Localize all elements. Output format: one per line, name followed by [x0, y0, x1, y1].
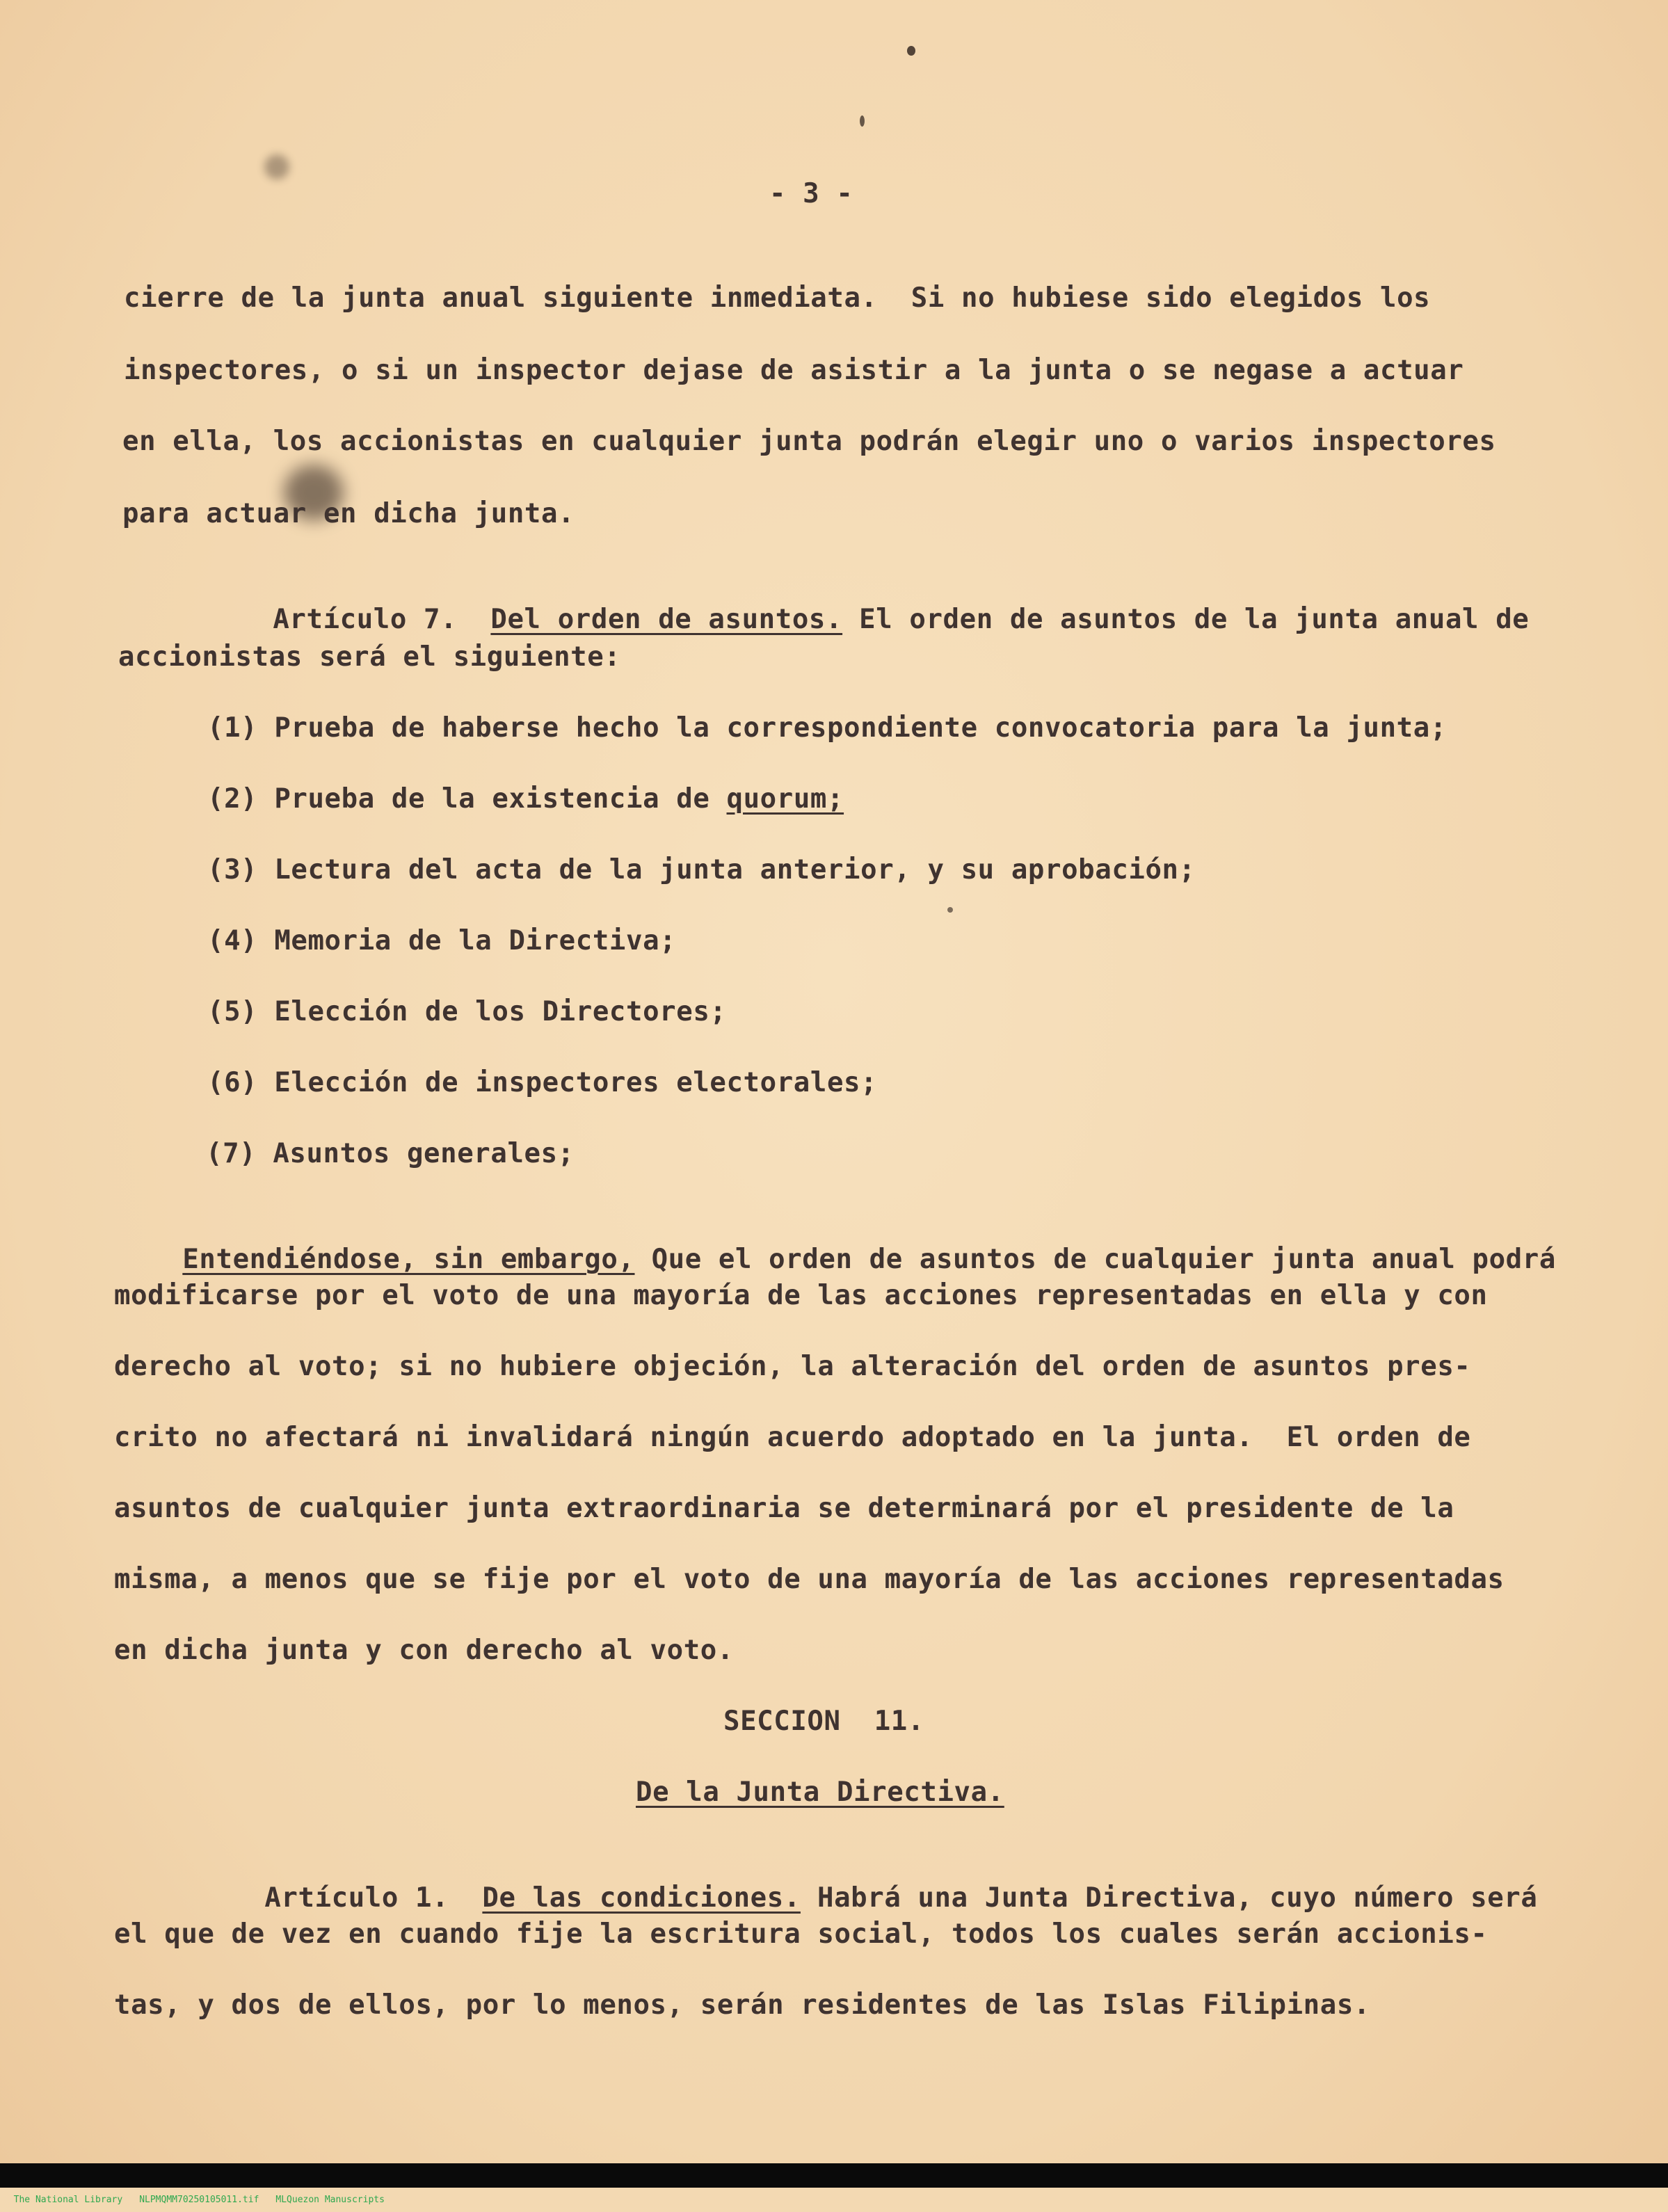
- footer-filename: NLPMQMM70250105011.tif: [139, 2195, 259, 2205]
- list-item: (3) Lectura del acta de la junta anterior, y su aprobación;: [207, 854, 1196, 885]
- footer-library: The National Library: [13, 2195, 123, 2205]
- page-number: - 3 -: [769, 178, 853, 209]
- paragraph-line: accionistas será el siguiente:: [118, 641, 621, 673]
- ink-speck: [907, 46, 915, 56]
- list-item: [207, 782, 844, 817]
- article-7-text: El orden de asuntos de la junta anual de: [842, 604, 1530, 635]
- paragraph-line: el que de vez en cuando fije la escritura social, todos los cuales serán accionis-: [114, 1918, 1488, 1950]
- list-item: (1) Prueba de haberse hecho la correspondiente convocatoria para la junta;: [207, 712, 1447, 744]
- paragraph-line: en dicha junta y con derecho al voto.: [114, 1635, 734, 1666]
- paragraph-line: modificarse por el voto de una mayoría de las acciones representadas en ella y con: [114, 1280, 1488, 1311]
- list-item: (5) Elección de los Directores;: [207, 996, 727, 1027]
- list-item: (7) Asuntos generales;: [206, 1138, 575, 1169]
- article-7-label: Artículo 7.: [273, 604, 458, 635]
- list-item-text: (2) Prueba de la existencia de: [207, 783, 710, 815]
- paragraph-line: en ella, los accionistas en cualquier junta podrán elegir uno o varios inspectores: [122, 426, 1496, 457]
- list-item: (4) Memoria de la Directiva;: [207, 925, 677, 956]
- article-1-title: De las condiciones.: [482, 1882, 801, 1914]
- list-item: (6) Elección de inspectores electorales;: [207, 1067, 878, 1098]
- paragraph-line: inspectores, o si un inspector dejase de asistir a la junta o se negase a actuar: [124, 355, 1464, 386]
- ink-speck: [860, 115, 865, 127]
- article-7-title: Del orden de asuntos.: [490, 604, 843, 635]
- paragraph-line: crito no afectará ni invalidará ningún acuerdo adoptado en la junta. El orden de: [114, 1422, 1471, 1453]
- ink-speck: [947, 907, 953, 913]
- proviso-lead: Entendiéndose, sin embargo,: [182, 1244, 635, 1275]
- paragraph-line: tas, y dos de ellos, por lo menos, serán residentes de las Islas Filipinas.: [114, 1989, 1370, 2021]
- paragraph-line: asuntos de cualquier junta extraordinaria se determinará por el presidente de la: [114, 1493, 1454, 1524]
- proviso-text: Que el orden de asuntos de cualquier junta anual podrá: [634, 1244, 1556, 1275]
- ink-stain: [264, 154, 289, 179]
- section-heading: SECCION 11.: [723, 1706, 924, 1737]
- paragraph-line: derecho al voto; si no hubiere objeción, la alteración del orden de asuntos pres-: [114, 1351, 1471, 1382]
- footer-collection: MLQuezon Manuscripts: [275, 2195, 385, 2205]
- paragraph-line: misma, a menos que se fije por el voto de una mayoría de las acciones representadas: [114, 1564, 1505, 1595]
- paragraph-line: cierre de la junta anual siguiente inmediata. Si no hubiese sido elegidos los: [124, 282, 1431, 314]
- scan-footer: [0, 2163, 1668, 2205]
- paragraph-line: para actuar en dicha junta.: [122, 498, 575, 529]
- quorum-word: quorum;: [726, 783, 844, 815]
- section-subheading: De la Junta Directiva.: [636, 1777, 1004, 1808]
- article-1-label: Artículo 1.: [264, 1882, 449, 1914]
- article-1-text: Habrá una Junta Directiva, cuyo número será: [800, 1882, 1538, 1914]
